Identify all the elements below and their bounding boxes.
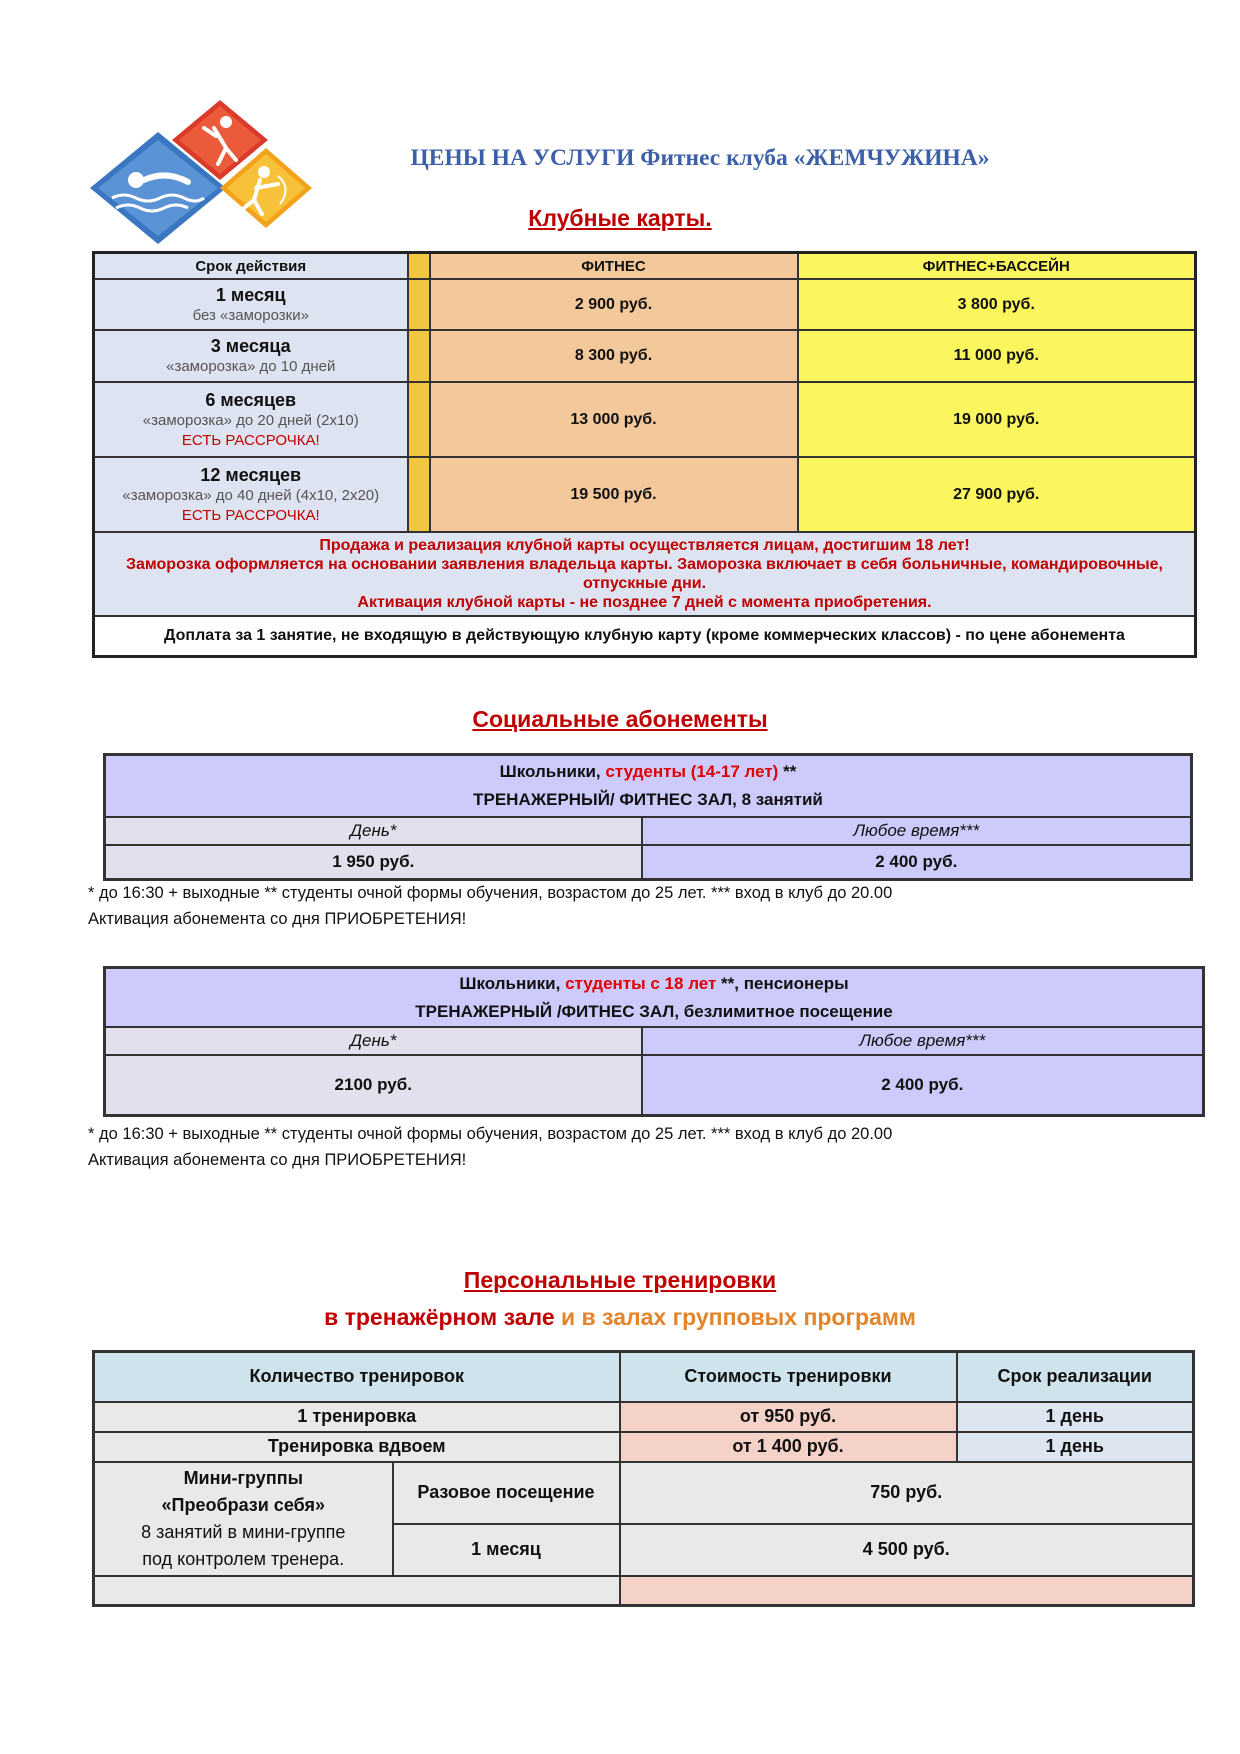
club-logo xyxy=(86,92,314,252)
strip-cell xyxy=(408,457,430,532)
personal-title: Персональные тренировки xyxy=(463,1267,777,1293)
page-title: ЦЕНЫ НА УСЛУГИ Фитнес клуба «ЖЕМЧУЖИНА» xyxy=(410,145,990,171)
footnote-2 xyxy=(88,1121,892,1173)
table-row xyxy=(94,1402,1194,1432)
note-freeze: Заморозка оформляется на основании заявления владельца карты. Заморозка включает в себя больничные, командировочные, отпускные дни. xyxy=(125,556,1163,592)
social-table-2 xyxy=(103,966,1205,1117)
period-label: 12 месяцев xyxy=(200,464,302,485)
header-term: Срок реализации xyxy=(957,1352,1194,1402)
footnote-text: * до 16:30 + выходные ** студенты очной формы обучения, возрастом до 25 лет. *** вход в клуб до 20.00 xyxy=(88,1125,893,1143)
training-count: Тренировка вдвоем xyxy=(94,1432,620,1462)
price-any-time: 2 400 руб. xyxy=(642,845,1192,879)
social-title: Социальные абонементы xyxy=(472,706,768,732)
strip-cell xyxy=(408,279,430,330)
strip-cell xyxy=(408,253,430,280)
extra-payment-note: Доплата за 1 занятие, не входящую в действующую клубную карту (кроме коммерческих классов) - по цене абонемента xyxy=(94,616,1196,657)
mini-group-name: Мини-группы xyxy=(183,1467,303,1488)
personal-subtitle xyxy=(200,1304,1040,1331)
single-visit-label: Разовое посещение xyxy=(393,1462,620,1524)
price-fitness-pool: 3 800 руб. xyxy=(798,279,1196,330)
period-label: 3 месяца xyxy=(210,336,291,356)
head-gym-line: ТРЕНАЖЕРНЫЙ /ФИТНЕС ЗАЛ, безлимитное посещение xyxy=(415,1001,893,1021)
footnote-1 xyxy=(88,880,892,932)
social-table-1 xyxy=(103,753,1193,881)
club-cards-title: Клубные карты. xyxy=(528,205,712,231)
price-fitness: 13 000 руб. xyxy=(430,382,798,457)
training-term: 1 день xyxy=(957,1432,1194,1462)
extra-row xyxy=(94,616,1196,657)
period-label: 1 месяц xyxy=(215,284,286,305)
price-fitness-pool: 27 900 руб. xyxy=(798,457,1196,532)
installment-badge: ЕСТЬ РАССРОЧКА! xyxy=(181,506,320,524)
header-cost: Стоимость тренировки xyxy=(620,1352,957,1402)
notes-row xyxy=(94,532,1196,616)
head-students-age: студенты с 18 лет xyxy=(565,973,717,993)
price-fitness: 19 500 руб. xyxy=(430,457,798,532)
col-any-time: Любое время*** xyxy=(642,1027,1204,1055)
table-row xyxy=(94,330,1196,382)
training-count: 1 тренировка xyxy=(94,1402,620,1432)
head-students-age: студенты (14-17 лет) xyxy=(605,762,779,781)
head-students-suffix: ** xyxy=(778,762,797,781)
head-students-suffix: **, пенсионеры xyxy=(716,973,849,993)
head-students-prefix: Школьники, xyxy=(459,973,566,993)
price-fitness: 8 300 руб. xyxy=(430,330,798,382)
col-day: День* xyxy=(105,817,642,845)
activation-note: Активация абонемента со дня ПРИОБРЕТЕНИЯ! xyxy=(88,910,467,928)
installment-badge: ЕСТЬ РАССРОЧКА! xyxy=(181,431,320,449)
single-visit-price: 750 руб. xyxy=(620,1462,1194,1524)
price-any-time: 2 400 руб. xyxy=(642,1055,1204,1115)
personal-training-table xyxy=(92,1350,1195,1607)
empty-cell xyxy=(620,1576,1194,1606)
month-price: 4 500 руб. xyxy=(620,1524,1194,1576)
mini-group-program: «Преобрази себя» xyxy=(161,1494,325,1515)
period-note: «заморозка» до 20 дней (2х10) xyxy=(142,411,359,429)
period-cell xyxy=(94,382,408,457)
price-day: 1 950 руб. xyxy=(105,845,642,879)
head-gym-line: ТРЕНАЖЕРНЫЙ/ ФИТНЕС ЗАЛ, 8 занятий xyxy=(473,790,823,809)
price-fitness-pool: 19 000 руб. xyxy=(798,382,1196,457)
notes-cell xyxy=(94,532,1196,616)
header-fitness-pool: ФИТНЕС+БАССЕЙН xyxy=(798,253,1196,280)
header-fitness: ФИТНЕС xyxy=(430,253,798,280)
mini-group-desc: 8 занятий в мини-группе xyxy=(141,1521,346,1542)
header-count: Количество тренировок xyxy=(94,1352,620,1402)
social-table-header xyxy=(105,968,1204,1028)
footnote-text: * до 16:30 + выходные ** студенты очной формы обучения, возрастом до 25 лет. *** вход в клуб до 20.00 xyxy=(88,884,893,902)
col-day: День* xyxy=(105,1027,642,1055)
period-note: «заморозка» до 40 дней (4х10, 2х20) xyxy=(122,486,380,504)
head-students-prefix: Школьники, xyxy=(499,762,606,781)
period-cell xyxy=(94,279,408,330)
mini-group-desc-2: под контролем тренера. xyxy=(142,1548,345,1569)
training-cost: от 1 400 руб. xyxy=(620,1432,957,1462)
subtitle-group-halls: и в залах групповых программ xyxy=(554,1304,916,1330)
price-fitness: 2 900 руб. xyxy=(430,279,798,330)
note-age: Продажа и реализация клубной карты осуществляется лицам, достигшим 18 лет! xyxy=(319,537,970,554)
price-day: 2100 руб. xyxy=(105,1055,642,1115)
period-label: 6 месяцев xyxy=(205,389,297,410)
training-term: 1 день xyxy=(957,1402,1194,1432)
club-cards-table xyxy=(92,251,1197,658)
month-label: 1 месяц xyxy=(393,1524,620,1576)
social-table-header xyxy=(105,755,1192,818)
price-fitness-pool: 11 000 руб. xyxy=(798,330,1196,382)
period-cell xyxy=(94,330,408,382)
subtitle-gym: в тренажёрном зале xyxy=(324,1304,555,1330)
table-row xyxy=(94,382,1196,457)
strip-cell xyxy=(408,382,430,457)
training-cost: от 950 руб. xyxy=(620,1402,957,1432)
period-note: без «заморозки» xyxy=(192,306,309,324)
activation-note: Активация абонемента со дня ПРИОБРЕТЕНИЯ! xyxy=(88,1151,467,1169)
col-any-time: Любое время*** xyxy=(642,817,1192,845)
period-note: «заморозка» до 10 дней xyxy=(166,358,336,375)
strip-cell xyxy=(408,330,430,382)
table-row xyxy=(94,457,1196,532)
note-activation: Активация клубной карты - не позднее 7 дней с момента приобретения. xyxy=(357,594,932,611)
table-row xyxy=(94,279,1196,330)
header-period: Срок действия xyxy=(94,253,408,280)
table-row xyxy=(94,1432,1194,1462)
period-cell xyxy=(94,457,408,532)
empty-cell xyxy=(94,1576,620,1606)
table-header-row xyxy=(94,253,1196,280)
mini-group-cell xyxy=(94,1462,393,1576)
